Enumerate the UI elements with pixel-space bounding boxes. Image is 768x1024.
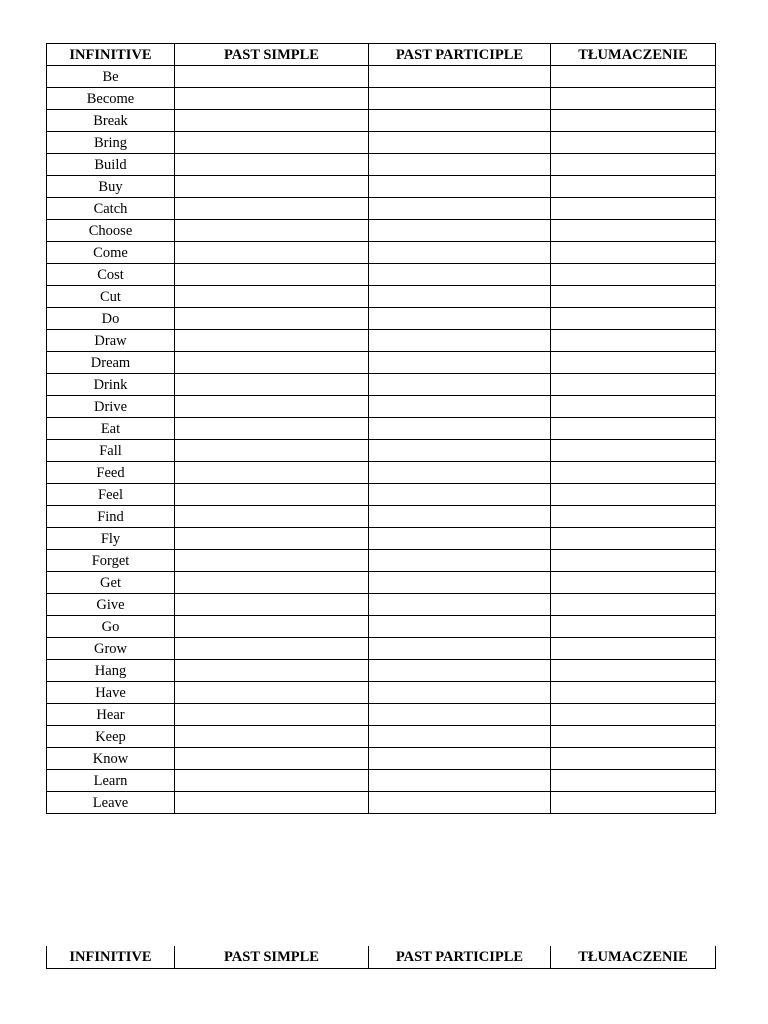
past-simple-cell[interactable] — [175, 506, 369, 528]
table-row — [47, 682, 716, 704]
past-simple-cell[interactable] — [175, 440, 369, 462]
past-simple-cell[interactable] — [175, 550, 369, 572]
translation-cell[interactable] — [551, 484, 716, 506]
past-participle-cell[interactable] — [369, 638, 551, 660]
past-participle-cell[interactable] — [369, 506, 551, 528]
past-simple-cell[interactable] — [175, 462, 369, 484]
translation-cell[interactable] — [551, 264, 716, 286]
translation-cell[interactable] — [551, 176, 716, 198]
past-simple-cell[interactable] — [175, 704, 369, 726]
table-row — [47, 550, 716, 572]
table-row — [47, 638, 716, 660]
infinitive-cell: Come — [47, 242, 175, 264]
table-row — [47, 704, 716, 726]
table-row — [47, 352, 716, 374]
translation-cell[interactable] — [551, 704, 716, 726]
infinitive-cell: Have — [47, 682, 175, 704]
infinitive-cell: Get — [47, 572, 175, 594]
table-row — [47, 726, 716, 748]
past-participle-cell[interactable] — [369, 132, 551, 154]
table-row — [47, 88, 716, 110]
translation-cell[interactable] — [551, 110, 716, 132]
past-simple-cell[interactable] — [175, 418, 369, 440]
translation-cell[interactable] — [551, 506, 716, 528]
past-participle-cell[interactable] — [369, 242, 551, 264]
infinitive-cell: Keep — [47, 726, 175, 748]
infinitive-cell: Buy — [47, 176, 175, 198]
infinitive-cell: Bring — [47, 132, 175, 154]
past-participle-cell[interactable] — [369, 550, 551, 572]
translation-cell[interactable] — [551, 440, 716, 462]
past-participle-cell[interactable] — [369, 308, 551, 330]
translation-cell[interactable] — [551, 220, 716, 242]
table-row — [47, 418, 716, 440]
infinitive-cell: Cut — [47, 286, 175, 308]
table-row — [47, 66, 716, 88]
past-participle-cell[interactable] — [369, 88, 551, 110]
past-participle-cell[interactable] — [369, 330, 551, 352]
past-simple-cell[interactable] — [175, 770, 369, 792]
infinitive-cell: Drive — [47, 396, 175, 418]
table-row — [47, 110, 716, 132]
past-simple-cell[interactable] — [175, 726, 369, 748]
translation-cell[interactable] — [551, 242, 716, 264]
infinitive-cell: Cost — [47, 264, 175, 286]
header-past-simple: PAST SIMPLE — [175, 946, 369, 969]
translation-cell[interactable] — [551, 572, 716, 594]
infinitive-cell: Feel — [47, 484, 175, 506]
past-participle-cell[interactable] — [369, 374, 551, 396]
header-past-participle: PAST PARTICIPLE — [369, 44, 551, 66]
past-participle-cell[interactable] — [369, 264, 551, 286]
infinitive-cell: Feed — [47, 462, 175, 484]
table-row — [47, 462, 716, 484]
past-simple-cell[interactable] — [175, 594, 369, 616]
past-participle-cell[interactable] — [369, 396, 551, 418]
past-participle-cell[interactable] — [369, 682, 551, 704]
past-simple-cell[interactable] — [175, 330, 369, 352]
past-simple-cell[interactable] — [175, 528, 369, 550]
header-past-participle: PAST PARTICIPLE — [369, 946, 551, 969]
header-infinitive: INFINITIVE — [47, 44, 175, 66]
translation-cell[interactable] — [551, 462, 716, 484]
table-row — [47, 132, 716, 154]
infinitive-cell: Forget — [47, 550, 175, 572]
past-simple-cell[interactable] — [175, 88, 369, 110]
infinitive-cell: Find — [47, 506, 175, 528]
table-row — [47, 748, 716, 770]
translation-cell[interactable] — [551, 88, 716, 110]
verb-table-continued — [46, 946, 716, 969]
infinitive-cell: Go — [47, 616, 175, 638]
header-row — [47, 44, 716, 66]
infinitive-cell: Know — [47, 748, 175, 770]
translation-cell[interactable] — [551, 132, 716, 154]
past-simple-cell[interactable] — [175, 110, 369, 132]
past-participle-cell[interactable] — [369, 220, 551, 242]
infinitive-cell: Build — [47, 154, 175, 176]
past-participle-cell[interactable] — [369, 616, 551, 638]
past-participle-cell[interactable] — [369, 198, 551, 220]
past-simple-cell[interactable] — [175, 154, 369, 176]
table-row — [47, 616, 716, 638]
past-participle-cell[interactable] — [369, 440, 551, 462]
infinitive-cell: Grow — [47, 638, 175, 660]
past-simple-cell[interactable] — [175, 748, 369, 770]
table-row — [47, 792, 716, 814]
translation-cell[interactable] — [551, 594, 716, 616]
past-simple-cell[interactable] — [175, 682, 369, 704]
translation-cell[interactable] — [551, 682, 716, 704]
translation-cell[interactable] — [551, 330, 716, 352]
table-row — [47, 330, 716, 352]
infinitive-cell: Fall — [47, 440, 175, 462]
header-infinitive: INFINITIVE — [47, 946, 175, 969]
table-row — [47, 440, 716, 462]
infinitive-cell: Leave — [47, 792, 175, 814]
table-row — [47, 242, 716, 264]
past-participle-cell[interactable] — [369, 66, 551, 88]
past-simple-cell[interactable] — [175, 374, 369, 396]
past-simple-cell[interactable] — [175, 264, 369, 286]
table-row — [47, 660, 716, 682]
infinitive-cell: Become — [47, 88, 175, 110]
table-row — [47, 506, 716, 528]
translation-cell[interactable] — [551, 770, 716, 792]
past-simple-cell[interactable] — [175, 308, 369, 330]
past-simple-cell[interactable] — [175, 220, 369, 242]
table-row — [47, 594, 716, 616]
infinitive-cell: Hang — [47, 660, 175, 682]
past-participle-cell[interactable] — [369, 352, 551, 374]
translation-cell[interactable] — [551, 528, 716, 550]
past-participle-cell[interactable] — [369, 594, 551, 616]
past-participle-cell[interactable] — [369, 418, 551, 440]
past-participle-cell[interactable] — [369, 792, 551, 814]
table-row — [47, 528, 716, 550]
past-participle-cell[interactable] — [369, 770, 551, 792]
table-row — [47, 286, 716, 308]
header-translation: TŁUMACZENIE — [551, 44, 716, 66]
header-row — [47, 946, 716, 969]
past-simple-cell[interactable] — [175, 616, 369, 638]
translation-cell[interactable] — [551, 748, 716, 770]
infinitive-cell: Be — [47, 66, 175, 88]
translation-cell[interactable] — [551, 638, 716, 660]
infinitive-cell: Catch — [47, 198, 175, 220]
past-simple-cell[interactable] — [175, 396, 369, 418]
header-past-simple: PAST SIMPLE — [175, 44, 369, 66]
past-simple-cell[interactable] — [175, 352, 369, 374]
translation-cell[interactable] — [551, 66, 716, 88]
past-participle-cell[interactable] — [369, 528, 551, 550]
table-row — [47, 154, 716, 176]
translation-cell[interactable] — [551, 550, 716, 572]
translation-cell[interactable] — [551, 396, 716, 418]
translation-cell[interactable] — [551, 418, 716, 440]
translation-cell[interactable] — [551, 198, 716, 220]
table-row — [47, 176, 716, 198]
translation-cell[interactable] — [551, 308, 716, 330]
table-row — [47, 264, 716, 286]
infinitive-cell: Learn — [47, 770, 175, 792]
translation-cell[interactable] — [551, 352, 716, 374]
past-simple-cell[interactable] — [175, 66, 369, 88]
past-simple-cell[interactable] — [175, 132, 369, 154]
infinitive-cell: Do — [47, 308, 175, 330]
past-participle-cell[interactable] — [369, 572, 551, 594]
past-simple-cell[interactable] — [175, 176, 369, 198]
past-simple-cell[interactable] — [175, 242, 369, 264]
table-row — [47, 374, 716, 396]
translation-cell[interactable] — [551, 726, 716, 748]
past-simple-cell[interactable] — [175, 572, 369, 594]
table-row — [47, 308, 716, 330]
table-row — [47, 396, 716, 418]
infinitive-cell: Drink — [47, 374, 175, 396]
translation-cell[interactable] — [551, 374, 716, 396]
past-participle-cell[interactable] — [369, 154, 551, 176]
infinitive-cell: Dream — [47, 352, 175, 374]
infinitive-cell: Break — [47, 110, 175, 132]
past-participle-cell[interactable] — [369, 726, 551, 748]
past-participle-cell[interactable] — [369, 462, 551, 484]
table-row — [47, 198, 716, 220]
translation-cell[interactable] — [551, 286, 716, 308]
past-simple-cell[interactable] — [175, 792, 369, 814]
infinitive-cell: Fly — [47, 528, 175, 550]
header-translation: TŁUMACZENIE — [551, 946, 716, 969]
infinitive-cell: Hear — [47, 704, 175, 726]
past-participle-cell[interactable] — [369, 748, 551, 770]
translation-cell[interactable] — [551, 616, 716, 638]
infinitive-cell: Choose — [47, 220, 175, 242]
translation-cell[interactable] — [551, 660, 716, 682]
infinitive-cell: Give — [47, 594, 175, 616]
infinitive-cell: Draw — [47, 330, 175, 352]
table-row — [47, 484, 716, 506]
table-row — [47, 220, 716, 242]
verb-table — [46, 43, 716, 814]
past-simple-cell[interactable] — [175, 638, 369, 660]
past-simple-cell[interactable] — [175, 484, 369, 506]
table-row — [47, 770, 716, 792]
past-simple-cell[interactable] — [175, 286, 369, 308]
translation-cell[interactable] — [551, 792, 716, 814]
past-participle-cell[interactable] — [369, 176, 551, 198]
translation-cell[interactable] — [551, 154, 716, 176]
past-participle-cell[interactable] — [369, 484, 551, 506]
infinitive-cell: Eat — [47, 418, 175, 440]
past-participle-cell[interactable] — [369, 704, 551, 726]
past-participle-cell[interactable] — [369, 110, 551, 132]
past-participle-cell[interactable] — [369, 286, 551, 308]
past-participle-cell[interactable] — [369, 660, 551, 682]
verb-table-body — [47, 66, 716, 814]
table-row — [47, 572, 716, 594]
past-simple-cell[interactable] — [175, 198, 369, 220]
past-simple-cell[interactable] — [175, 660, 369, 682]
